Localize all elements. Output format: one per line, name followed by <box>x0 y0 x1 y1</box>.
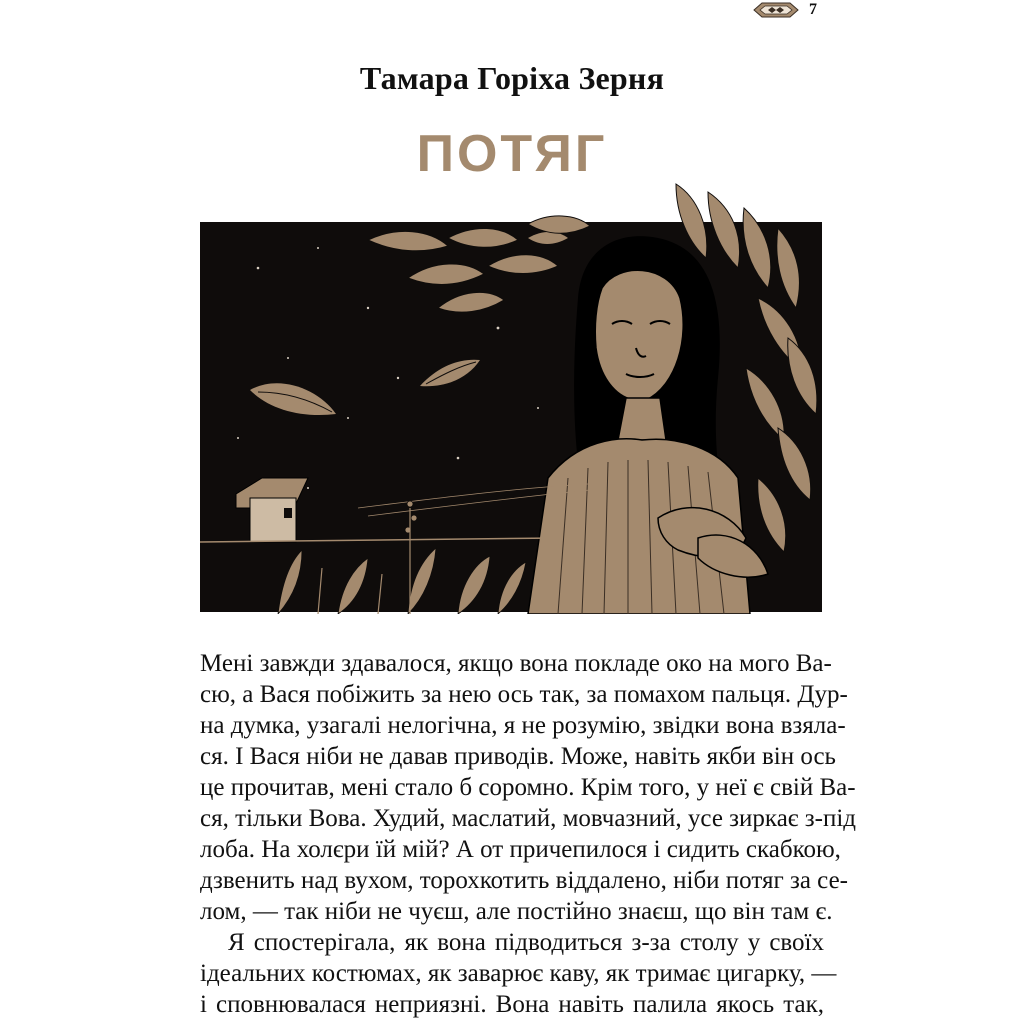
text-line: лоба. На холєри їй мій? А от причепилося і сидить скабкою, <box>200 836 841 863</box>
text-line: сю, а Вася побіжить за нею ось так, за помахом пальця. Дур- <box>200 681 848 708</box>
text-line: Мені завжди здавалося, якщо вона покладе око на мого Ва- <box>200 650 832 677</box>
text-line: ідеальних костюмах, як заварює каву, як тримає цигарку, — <box>200 960 837 987</box>
author-name: Тамара Горіха Зерня <box>359 60 665 96</box>
text-line: Я спостерігала, як вона підводиться з-за столу у своїх <box>228 929 824 956</box>
ornament-icon <box>752 0 800 20</box>
paragraph <box>200 648 857 927</box>
text-line: на думка, узагалі нелогічна, я не розумію, звідки вона взяла- <box>200 712 846 739</box>
text-line: лом, — так ніби не чуєш, але постійно знаєш, що він там є. <box>200 898 833 925</box>
story-illustration <box>198 178 824 614</box>
story-title: ПОТЯГ <box>416 125 608 183</box>
text-line: і сповнювалася неприязні. Вона навіть палила якось так, <box>200 991 824 1018</box>
text-line: ся. І Вася ніби не давав приводів. Може, навіть якби він ось <box>200 743 836 770</box>
page-number: 7 <box>809 1 817 18</box>
paragraph <box>200 927 837 1020</box>
story-text <box>200 648 857 1020</box>
text-line: дзвенить над вухом, торохкотить віддалено, ніби потяг за се- <box>200 867 848 894</box>
text-line: це прочитав, мені стало б соромно. Крім того, у неї є свій Ва- <box>200 774 856 801</box>
text-line: ся, тільки Вова. Худий, маслатий, мовчазний, усе зиркає з-під <box>200 805 857 832</box>
